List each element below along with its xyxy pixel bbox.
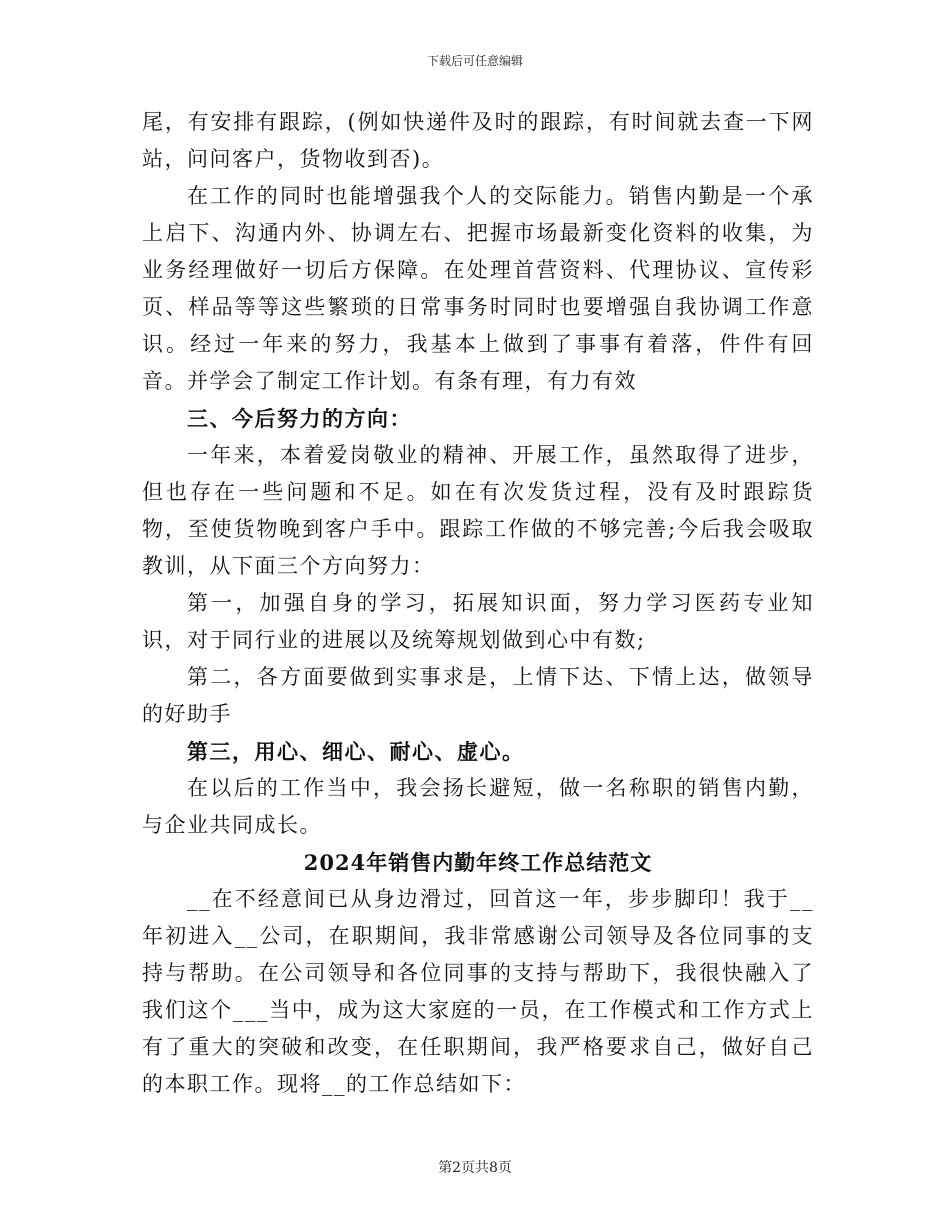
paragraph-second-direction: 第二，各方面要做到实事求是，上情下达、下情上达，做领导的好助手 [142,665,814,726]
paragraph-third-direction: 第三，用心、细心、耐心、虚心。 [187,739,525,764]
page-footer: 第2页共8页 [438,1160,512,1176]
paragraph-first-direction: 第一，加强自身的学习，拓展知识面，努力学习医药专业知识，对于同行业的进展以及统筹规划做到心中有数; [142,591,814,652]
article-title: 2024年销售内勤年终工作总结范文 [303,850,653,875]
paragraph-closing: 在以后的工作当中，我会扬长避短，做一名称职的销售内勤，与企业共同成长。 [142,776,814,837]
paragraph-shortcomings: 一年来，本着爱岗敬业的精神、开展工作，虽然取得了进步，但也存在一些问题和不足。如在有次发货过程，没有及时跟踪货物，至使货物晚到客户手中。跟踪工作做的不够完善;今后我会吸取教训，从下面三个方向努力： [142,443,814,578]
page-header: 下载后可任意编辑 [426,54,523,68]
section-heading-future-direction: 三、今后努力的方向： [187,406,412,431]
paragraph-continuation: 尾，有安排有跟踪，(例如快递件及时的跟踪，有时间就去查一下网站，问问客户，货物收到否)。 [142,110,814,171]
document-body [142,104,814,1103]
paragraph-communication: 在工作的同时也能增强我个人的交际能力。销售内勤是一个承上启下、沟通内外、协调左右、把握市场最新变化资料的收集，为业务经理做好一切后方保障。在处理首营资料、代理协议、宣传彩页、样品等等这些繁琐的日常事务时同时也要增强自我协调工作意识。经过一年来的努力，我基本上做到了事事有着落，件件有回音。并学会了制定工作计划。有条有理，有力有效 [142,184,814,393]
paragraph-intro: __在不经意间已从身边滑过，回首这一年，步步脚印！我于__年初进入__公司，在职期间，我非常感谢公司领导及各位同事的支持与帮助。在公司领导和各位同事的支持与帮助下，我很快融入了我们这个___当中，成为这大家庭的一员，在工作模式和工作方式上有了重大的突破和改变，在任职期间，我严格要求自己，做好自己的本职工作。现将__的工作总结如下： [142,887,814,1096]
